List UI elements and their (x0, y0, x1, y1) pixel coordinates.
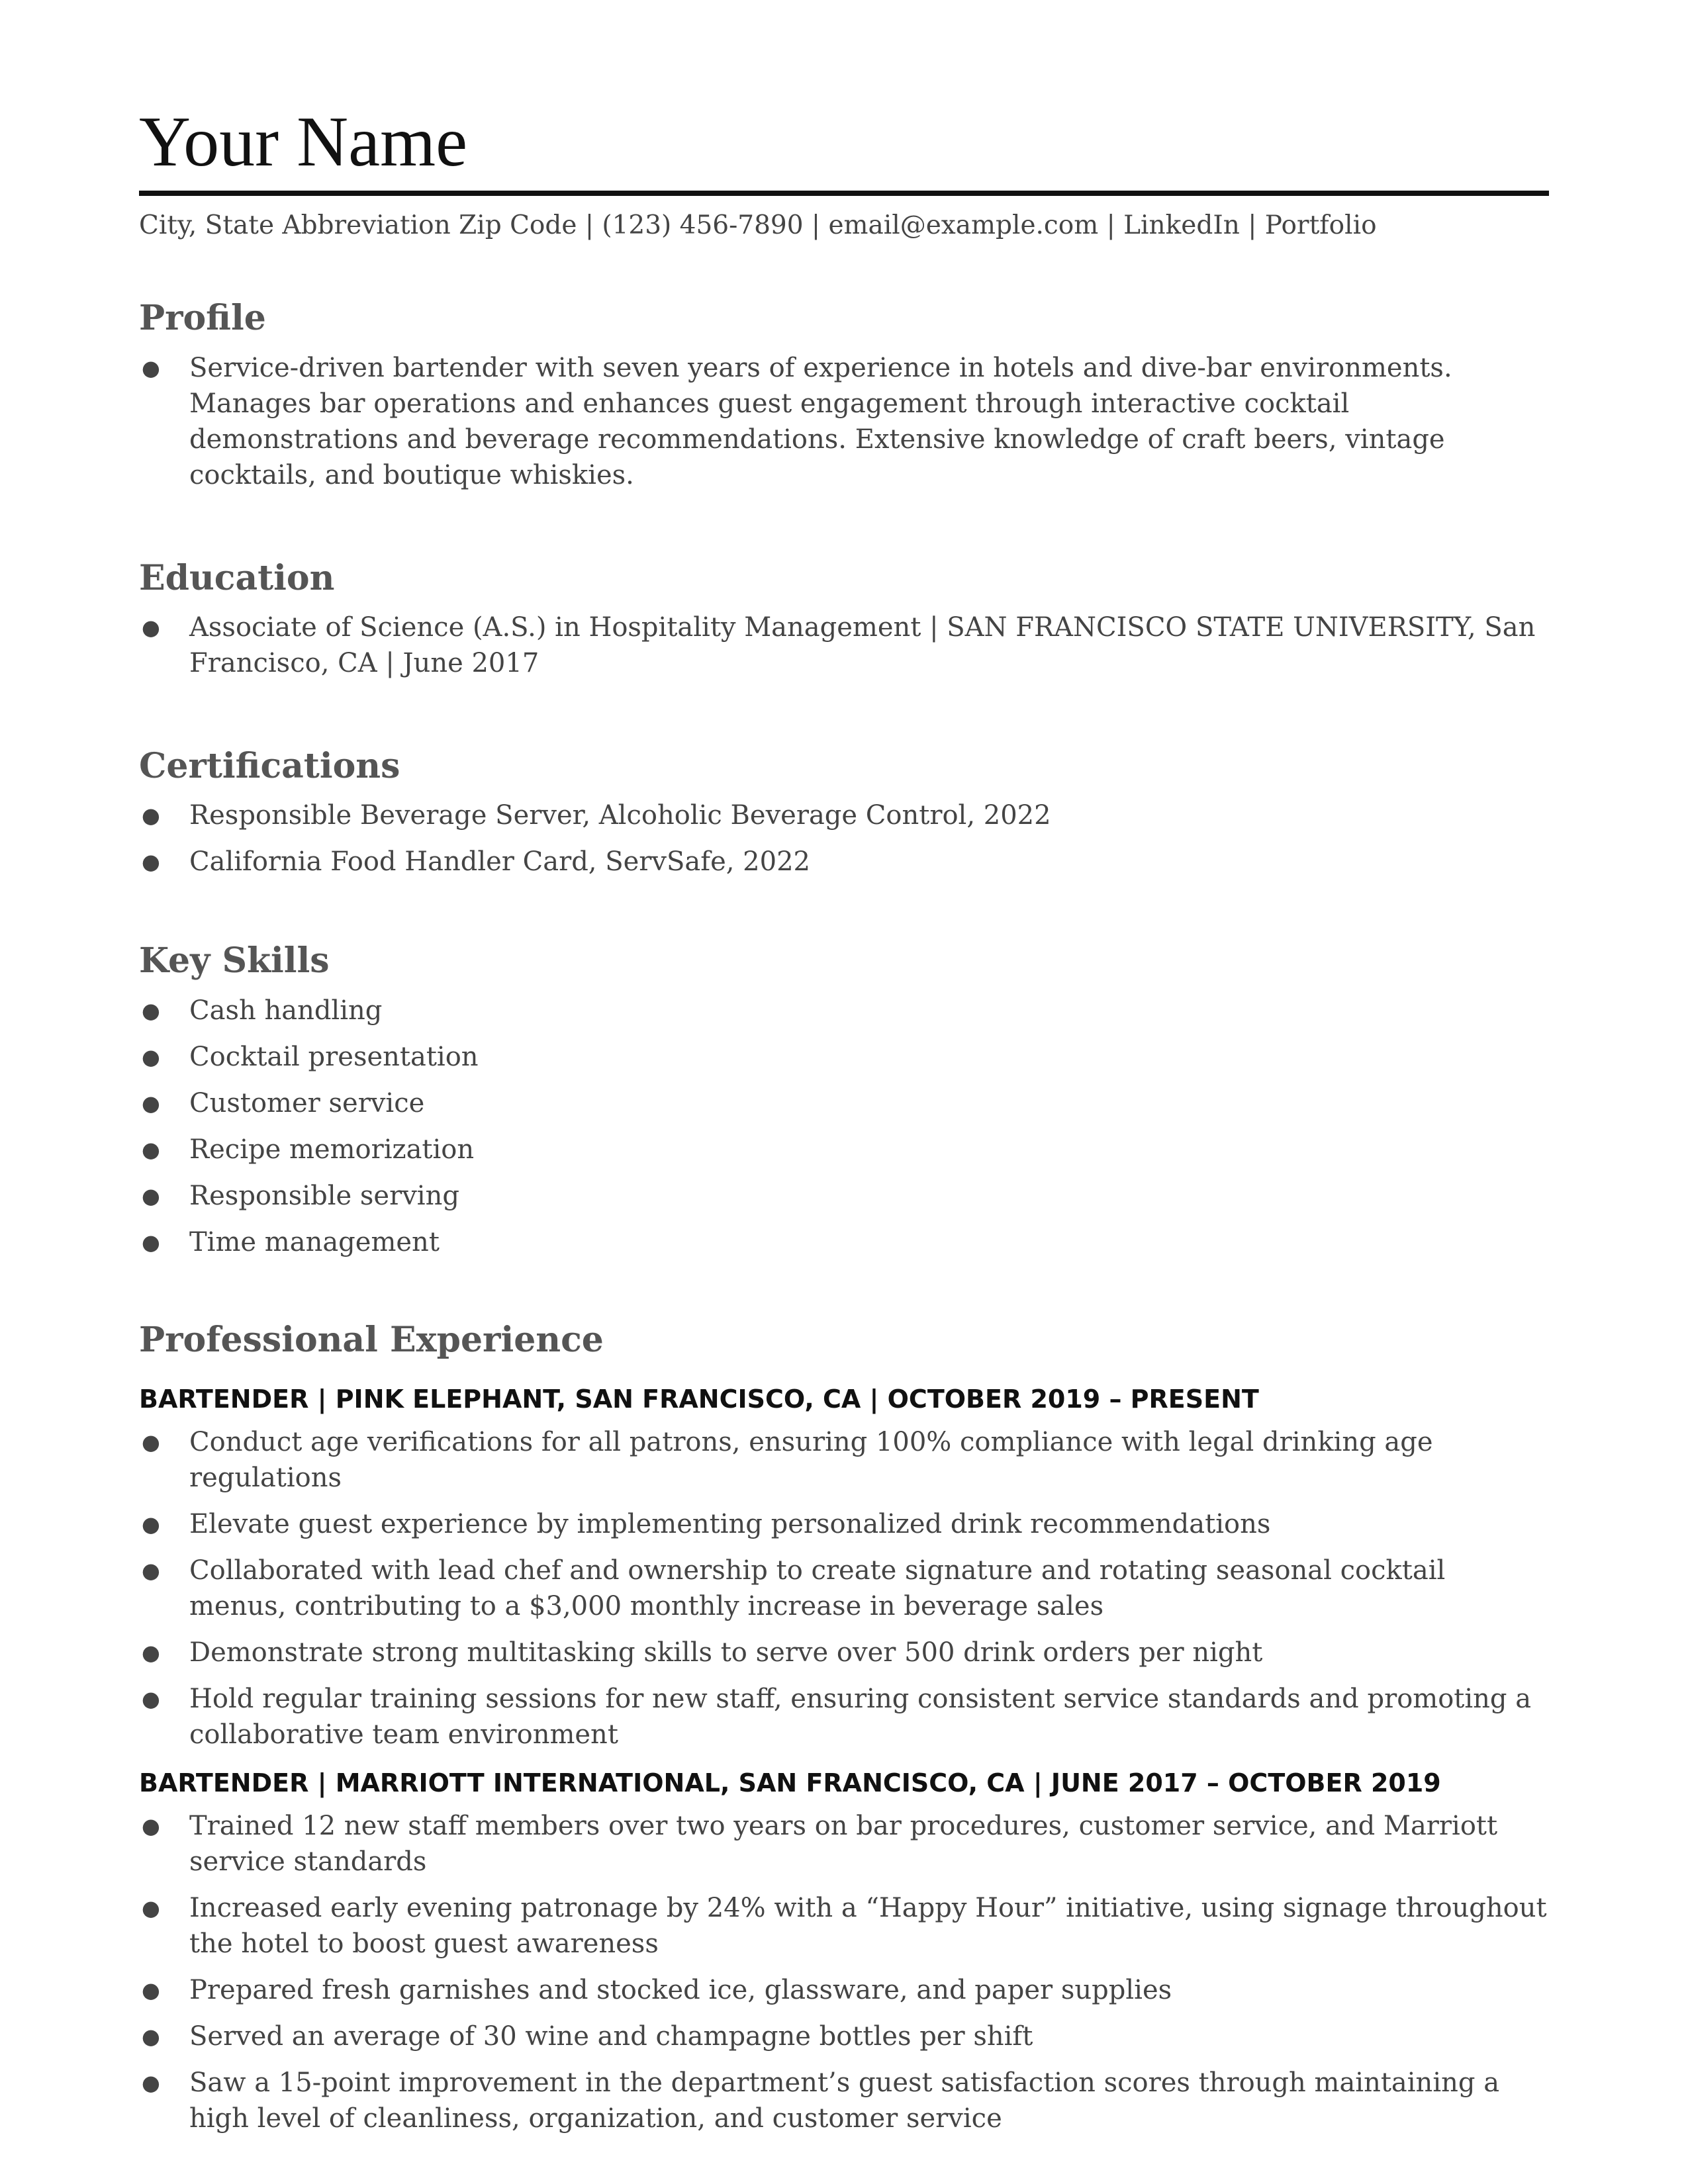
list-item: ● Prepared fresh garnishes and stocked ice, glassware, and paper supplies (139, 1972, 1549, 2008)
certifications-list (139, 797, 1549, 880)
bullet-icon: ● (142, 1558, 160, 1584)
list-item: ● Time management (139, 1224, 1549, 1260)
skills-list (139, 993, 1549, 1260)
bullet-icon: ● (142, 1813, 160, 1839)
job-duties-list (139, 1808, 1549, 2136)
bullet-icon: ● (142, 1978, 160, 2003)
list-item: ● Elevate guest experience by implementing personalized drink recommendations (139, 1506, 1549, 1542)
list-item: ● California Food Handler Card, ServSafe, 2022 (139, 844, 1549, 880)
list-item: ● Trained 12 new staff members over two years on bar procedures, customer service, and Marriott service standards (139, 1808, 1549, 1880)
list-item: ● Responsible Beverage Server, Alcoholic Beverage Control, 2022 (139, 797, 1549, 833)
list-item: ● Collaborated with lead chef and ownership to create signature and rotating seasonal cocktail menus, contributing to a $3,000 monthly increase in beverage sales (139, 1553, 1549, 1624)
bullet-icon: ● (142, 1044, 160, 1069)
job-heading: BARTENDER | PINK ELEPHANT, SAN FRANCISCO, CA | OCTOBER 2019 – PRESENT (139, 1385, 1259, 1414)
bullet-icon: ● (142, 1229, 160, 1255)
bullet-icon: ● (142, 803, 160, 829)
list-item: ● Increased early evening patronage by 24% with a “Happy Hour” initiative, using signage throughout the hotel to boost guest awareness (139, 1890, 1549, 1962)
contact-line: City, State Abbreviation Zip Code | (123) 456-7890 | email@example.com | LinkedIn | Portfolio (139, 210, 1377, 240)
bullet-icon: ● (142, 1512, 160, 1537)
list-item: ● Associate of Science (A.S.) in Hospitality Management | SAN FRANCISCO STATE UNIVERSITY, San Francisco, CA | June 2017 (139, 610, 1549, 681)
list-item: ● Service-driven bartender with seven years of experience in hotels and dive-bar environments. Manages bar operations and enhances guest engagement through interactive cocktail demonstrations and beverage recommendations. Extensive knowledge of craft beers, vintage cocktails, and boutique whiskies. (139, 350, 1549, 493)
section-title-profile: Profile (139, 298, 266, 339)
list-item: ● Recipe memorization (139, 1132, 1549, 1167)
profile-list (139, 350, 1549, 493)
bullet-icon: ● (142, 1136, 160, 1162)
section-title-experience: Professional Experience (139, 1319, 604, 1360)
section-title-skills: Key Skills (139, 940, 330, 981)
list-item: ● Saw a 15-point improvement in the department’s guest satisfaction scores through maintaining a high level of cleanliness, organization, and customer service (139, 2065, 1549, 2136)
list-item: ● Conduct age verifications for all patrons, ensuring 100% compliance with legal drinking age regulations (139, 1424, 1549, 1496)
bullet-icon: ● (142, 355, 160, 381)
list-item: ● Customer service (139, 1085, 1549, 1121)
bullet-icon: ● (142, 1183, 160, 1208)
job-heading: BARTENDER | MARRIOTT INTERNATIONAL, SAN FRANCISCO, CA | JUNE 2017 – OCTOBER 2019 (139, 1768, 1441, 1798)
list-item: ● Responsible serving (139, 1178, 1549, 1214)
job-duties-list (139, 1424, 1549, 1752)
list-item: ● Served an average of 30 wine and champagne bottles per shift (139, 2019, 1549, 2054)
bullet-icon: ● (142, 849, 160, 875)
bullet-icon: ● (142, 614, 160, 640)
list-item: ● Hold regular training sessions for new staff, ensuring consistent service standards and promoting a collaborative team environment (139, 1681, 1549, 1752)
bullet-icon: ● (142, 997, 160, 1023)
list-item: ● Cocktail presentation (139, 1039, 1549, 1075)
list-item: ● Cash handling (139, 993, 1549, 1028)
bullet-icon: ● (142, 1430, 160, 1455)
resume-content (139, 99, 1549, 2147)
section-title-certifications: Certifications (139, 745, 400, 786)
bullet-icon: ● (142, 1686, 160, 1712)
bullet-icon: ● (142, 1090, 160, 1116)
education-list (139, 610, 1549, 681)
resume-name: Your Name (139, 103, 468, 181)
bullet-icon: ● (142, 1895, 160, 1921)
bullet-icon: ● (142, 2024, 160, 2050)
bullet-icon: ● (142, 2070, 160, 2096)
bullet-icon: ● (142, 1640, 160, 1666)
section-title-education: Education (139, 557, 335, 598)
header-divider (139, 191, 1549, 196)
list-item: ● Demonstrate strong multitasking skills to serve over 500 drink orders per night (139, 1635, 1549, 1670)
